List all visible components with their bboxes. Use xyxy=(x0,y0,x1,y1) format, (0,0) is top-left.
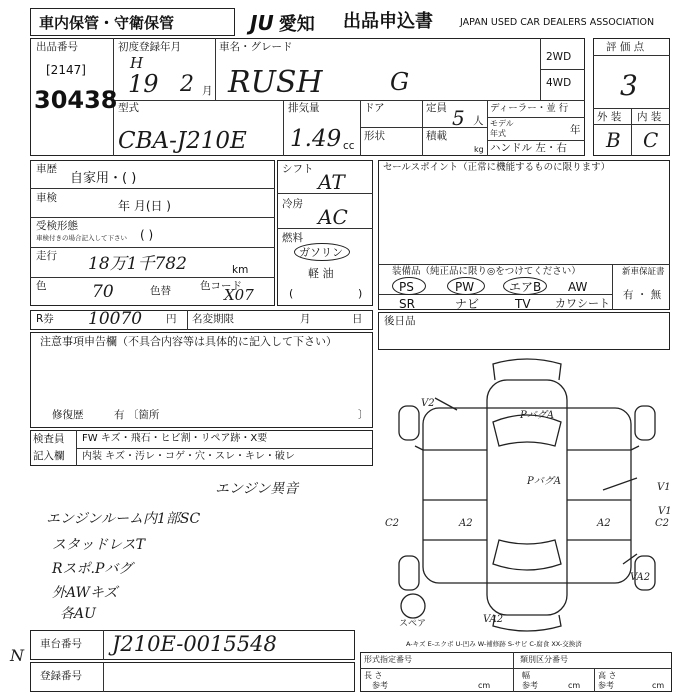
receipt-sub: 車検付きの場合記入して下さい xyxy=(36,234,127,242)
height-ref: 参考 xyxy=(598,681,614,690)
displacement-label: 排気量 xyxy=(288,102,320,114)
tax-month: 月 xyxy=(300,313,311,325)
tax-label: 名変期限 xyxy=(192,313,234,325)
car-name-label: 車名・グレード xyxy=(219,41,293,53)
interior-grade: C xyxy=(643,128,659,152)
width-unit: cm xyxy=(568,681,581,690)
repair-close: 〕 xyxy=(358,409,369,421)
r-ticket-label: R券 xyxy=(36,313,54,325)
car-name-value: RUSH xyxy=(228,65,323,100)
history-label: 車歴 xyxy=(36,163,57,175)
damage-mark-va2-rear: VA2 xyxy=(483,614,504,625)
damage-mark-airbag-b: PバグA xyxy=(527,476,561,487)
comment-6: 各AU xyxy=(60,606,96,622)
drive-4wd: 4WD xyxy=(546,77,572,89)
model-label: 型式 xyxy=(118,102,139,114)
era-value: H xyxy=(130,54,144,72)
nen-label: 年式 xyxy=(490,129,506,138)
dealer-label: ディーラー・並 行 xyxy=(490,103,569,114)
grade-value: G xyxy=(390,68,410,96)
repair-value: 有 〔箇所 xyxy=(114,409,160,421)
car-body-outline xyxy=(423,408,631,583)
sales-point-label: セールスポイント（正常に機能するものに限ります） xyxy=(383,162,611,173)
capacity-value: 5 xyxy=(452,106,465,130)
damage-mark-va2-right: VA2 xyxy=(630,572,651,583)
shift-label: シフト xyxy=(282,163,314,175)
year-value: 19 xyxy=(128,70,159,98)
damage-mark-c2-right: C2 xyxy=(655,518,670,529)
door-label: ドア xyxy=(364,102,385,114)
diagram-legend: A-キズ E-エクボ U-凹み W-補修跡 S-サビ C-腐食 XX-交換済 xyxy=(406,640,582,648)
fuel-paren-open: ( xyxy=(289,287,294,300)
association-name: JAPAN USED CAR DEALERS ASSOCIATION xyxy=(460,17,655,28)
equip-navi: ナビ xyxy=(455,297,480,311)
equip-pw: PW xyxy=(455,280,475,294)
equip-sr: SR xyxy=(399,297,415,311)
interior-label: 内 装 xyxy=(637,111,662,123)
damage-mark-v1-top: V1 xyxy=(657,482,671,493)
length-unit: cm xyxy=(478,681,491,690)
model-value: CBA-J210E xyxy=(118,128,247,154)
mileage-label: 走行 xyxy=(36,250,57,262)
aircon-label: 冷房 xyxy=(282,198,303,210)
fuel-gas: ガソリン xyxy=(299,246,343,259)
new-warranty-label: 新車保証書 xyxy=(622,267,665,277)
load-unit: kg xyxy=(474,145,484,154)
length-ref: 参考 xyxy=(372,681,388,690)
width-ref: 参考 xyxy=(522,681,538,690)
rating-label: 評 価 点 xyxy=(606,41,645,53)
damage-mark-c2-left: C2 xyxy=(385,518,400,529)
r-ticket-value: 10070 xyxy=(88,309,143,329)
class-number-label: 類別区分番号 xyxy=(520,655,568,664)
drive-2wd: 2WD xyxy=(546,51,572,63)
rear-glass-shape xyxy=(493,540,561,570)
comment-4: Rスポ.Pバグ xyxy=(52,561,133,577)
equip-airbag: エアB xyxy=(509,280,542,294)
lot-number: 30438 xyxy=(34,86,118,114)
later-items-label: 後日品 xyxy=(384,315,416,327)
color-code-label: 色コード xyxy=(200,280,242,292)
model-year-label: モデル xyxy=(490,119,514,128)
equip-seat: カワシート xyxy=(555,297,610,310)
damage-mark-v2: V2 xyxy=(421,398,435,409)
margin-mark: N xyxy=(10,646,24,665)
chassis-value: J210E-0015548 xyxy=(112,632,277,656)
damage-mark-airbag-a: PバグA xyxy=(520,410,554,421)
year-unit: 年 xyxy=(570,124,581,136)
load-label: 積載 xyxy=(426,130,447,142)
spare-label: スペア xyxy=(399,618,427,628)
inspector-interior: 内装 キズ・汚レ・コゲ・穴・スレ・キレ・破レ xyxy=(82,451,295,462)
aircon-value: AC xyxy=(318,205,348,229)
color-code-value: X07 xyxy=(224,286,254,304)
mileage-unit: km xyxy=(232,264,249,276)
equipment-label: 装備品（純正品に限り◎をつけてください） xyxy=(392,266,581,277)
tax-day: 日 xyxy=(352,313,363,325)
height-unit: cm xyxy=(652,681,665,690)
receipt-value: ( ) xyxy=(140,228,154,242)
comment-5: 外AWキズ xyxy=(52,585,118,601)
comment-1: エンジン異音 xyxy=(215,481,299,497)
equip-aw: AW xyxy=(568,280,588,294)
inspection-label: 車検 xyxy=(36,192,57,204)
chassis-label: 車台番号 xyxy=(40,638,82,650)
color-value: 70 xyxy=(92,282,114,302)
type-number-label: 形式指定番号 xyxy=(364,655,412,664)
handle-label: ハンドル 左・右 xyxy=(490,142,567,154)
ju-logo xyxy=(250,10,315,36)
exterior-label: 外 装 xyxy=(597,111,622,123)
wheel-rear-left xyxy=(399,556,419,590)
mark-leader-v1 xyxy=(603,478,637,490)
later-items-box xyxy=(378,312,670,350)
width-label: 幅 xyxy=(522,671,530,680)
wheel-front-left xyxy=(399,406,419,440)
hood-shape xyxy=(493,359,561,380)
sheet-title: 出品申込書 xyxy=(343,11,433,32)
notes-title: 注意事項申告欄（不具合内容等は具体的に記入して下さい） xyxy=(40,335,337,348)
left-door-lines xyxy=(423,450,487,540)
new-warranty-value: 有 ・ 無 xyxy=(623,289,662,301)
damage-mark-a2-left: A2 xyxy=(459,518,473,529)
month-value: 2 xyxy=(180,72,194,97)
shift-value: AT xyxy=(318,170,345,194)
mileage-value: 18万1千782 xyxy=(88,254,187,274)
registration-label: 登録番号 xyxy=(40,670,82,682)
comment-3: スタッドレスT xyxy=(52,537,145,553)
month-unit: 月 xyxy=(202,85,213,97)
rating-value: 3 xyxy=(620,69,638,102)
comment-2: エンジンルーム内1部SC xyxy=(46,511,201,527)
receipt-label: 受検形態 xyxy=(36,220,78,232)
r-ticket-unit: 円 xyxy=(166,313,177,325)
fuel-diesel: 軽 油 xyxy=(308,267,334,280)
shape-label: 形状 xyxy=(364,130,385,142)
lot-sub-number: [2147] xyxy=(46,63,86,77)
capacity-unit: 人 xyxy=(473,115,484,127)
inspector-fw: FW キズ・飛石・ヒビ割・リペア跡・X要 xyxy=(82,433,268,444)
color-label: 色 xyxy=(36,280,47,292)
inspection-value: 年 月(日 ) xyxy=(118,199,171,213)
damage-mark-v1-low: V1 xyxy=(658,506,672,517)
trunk-shape xyxy=(493,615,561,631)
spare-wheel xyxy=(401,594,425,618)
damage-mark-a2-right: A2 xyxy=(597,518,611,529)
storage-badge-text: 車内保管・守衛保管 xyxy=(39,14,175,32)
inspector-label-2: 記入欄 xyxy=(33,450,65,462)
equip-ps: PS xyxy=(399,280,414,294)
height-label: 高 さ xyxy=(598,671,617,680)
first-reg-label: 初度登録年月 xyxy=(118,41,181,53)
lot-number-label: 出品番号 xyxy=(36,41,78,53)
car-damage-diagram xyxy=(375,350,675,640)
capacity-label: 定員 xyxy=(426,102,447,114)
history-value: 自家用・( ) xyxy=(70,171,137,186)
color-change-label: 色替 xyxy=(150,285,171,297)
displacement-unit: cc xyxy=(343,140,355,152)
wheel-front-right xyxy=(635,406,655,440)
fuel-label: 燃料 xyxy=(282,232,303,244)
exterior-grade: B xyxy=(606,128,621,152)
length-label: 長 さ xyxy=(364,671,383,680)
equip-tv: TV xyxy=(515,297,531,311)
storage-badge xyxy=(30,8,235,36)
repair-label: 修復歴 xyxy=(52,409,84,421)
inspector-label-1: 検査員 xyxy=(33,433,65,445)
logo-mark: JU xyxy=(250,11,274,35)
fuel-paren-close: ) xyxy=(358,287,363,300)
logo-text: 愛知 xyxy=(278,14,315,35)
displacement-value: 1.49 xyxy=(290,126,342,152)
